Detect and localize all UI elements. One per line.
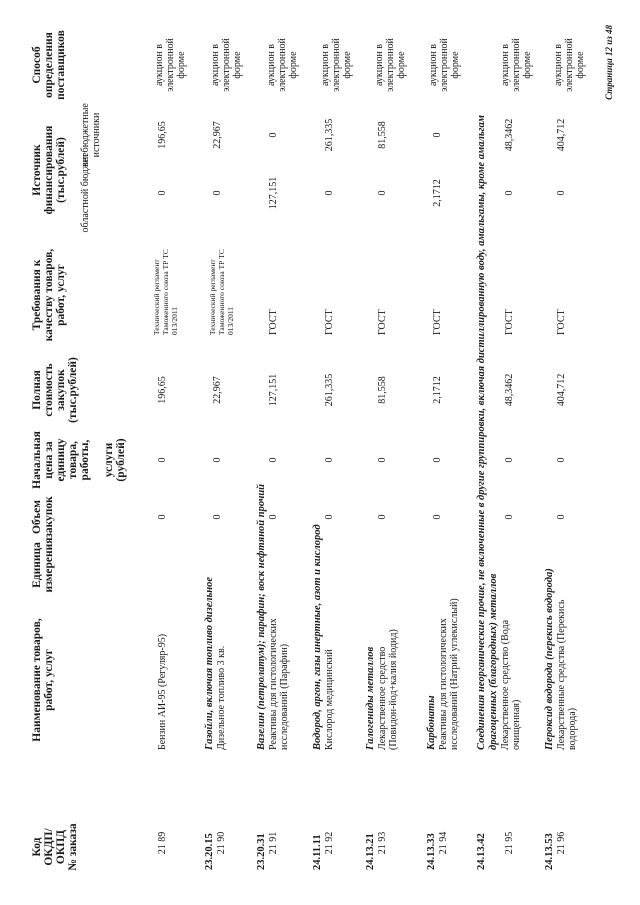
- extra-budget: 261,335: [324, 118, 335, 152]
- svg-text:Способ: Способ: [31, 46, 43, 84]
- extra-budget: 81,558: [377, 121, 388, 149]
- svg-text:(тыс.рублей): (тыс.рублей): [67, 357, 79, 423]
- svg-text:форме: форме: [232, 51, 243, 79]
- oblast-budget: 2,1712: [432, 179, 443, 207]
- row-number: 21 91: [268, 831, 279, 855]
- volume: 0: [157, 514, 168, 520]
- row-number: 21 90: [216, 831, 227, 855]
- extra-budget: 404,712: [556, 118, 567, 152]
- oblast-budget: 0: [212, 190, 223, 196]
- total-cost: 81,558: [377, 376, 388, 404]
- item-name: Реактивы для гистологических: [268, 618, 279, 750]
- svg-text:013/2011: 013/2011: [226, 306, 235, 335]
- group-header: [365, 647, 376, 870]
- svg-text:финансирования: финансирования: [43, 125, 55, 215]
- group-label: Соединения неорганические прочие, не включенные в другие группировки, включая дистиллированную воду, амальгамы, кроме амальгам: [476, 114, 487, 750]
- oblast-budget: 127,151: [268, 176, 279, 210]
- table-row: [320, 37, 353, 854]
- group-header: [312, 524, 323, 870]
- header-funding: [31, 103, 102, 233]
- svg-text:электронной: электронной: [331, 38, 342, 92]
- procurement-method: аукцион в: [374, 43, 385, 87]
- svg-text:электронной: электронной: [439, 38, 450, 92]
- unit-price: 0: [324, 457, 335, 463]
- group-header: [256, 484, 267, 870]
- header-requirements: [31, 249, 67, 342]
- table-row: [266, 37, 299, 854]
- procurement-method: аукцион в: [154, 43, 165, 87]
- group-code: 24.13.42: [476, 833, 487, 870]
- svg-text:работы,: работы,: [79, 439, 91, 481]
- group-label: Вазелин (петролатум); парафин; воск нефтяной прочий: [256, 483, 267, 750]
- svg-text:измерения: измерения: [43, 537, 55, 593]
- volume: 0: [556, 514, 567, 520]
- group-header: [544, 568, 555, 870]
- svg-text:очищенная): очищенная): [511, 699, 522, 750]
- svg-text:закупок: закупок: [43, 496, 55, 538]
- requirements: ГОСТ: [324, 309, 335, 335]
- requirements: ГОСТ: [268, 309, 279, 335]
- svg-text:Таможенного союза ТР ТС: Таможенного союза ТР ТС: [217, 249, 226, 335]
- row-number: 21 96: [556, 831, 567, 855]
- total-cost: 48,3462: [504, 373, 515, 407]
- svg-text:единицу: единицу: [55, 438, 67, 482]
- svg-text:электронной: электронной: [277, 38, 288, 92]
- extra-budget: 0: [432, 132, 443, 138]
- group-code: 23.20.15: [204, 833, 215, 870]
- svg-text:товара,: товара,: [67, 441, 79, 479]
- group-label: Галогениды металлов: [365, 646, 376, 750]
- procurement-method: аукцион в: [320, 43, 331, 87]
- volume: 0: [268, 514, 279, 520]
- svg-text:Объем: Объем: [31, 499, 43, 535]
- svg-text:(рублей): (рублей): [115, 438, 127, 482]
- svg-text:форме: форме: [396, 51, 407, 79]
- unit-price: 0: [157, 457, 168, 463]
- volume: 0: [432, 514, 443, 520]
- oblast-budget: 0: [157, 190, 168, 196]
- volume: 0: [377, 514, 388, 520]
- item-name: Лекарственное средство: [377, 646, 388, 750]
- svg-text:определения: определения: [43, 32, 55, 98]
- svg-text:закупок: закупок: [55, 369, 67, 411]
- procurement-method: аукцион в: [266, 43, 277, 87]
- svg-text:Таможенного союза ТР ТС: Таможенного союза ТР ТС: [161, 249, 170, 335]
- oblast-budget: 0: [377, 190, 388, 196]
- svg-text:водорода): водорода): [567, 707, 578, 750]
- group-code: 24.13.21: [365, 833, 376, 870]
- svg-text:качеству товаров,: качеству товаров,: [43, 248, 55, 342]
- header-volume: [31, 496, 55, 538]
- requirements: ГОСТ: [377, 309, 388, 335]
- svg-text:Код: Код: [31, 837, 43, 857]
- group-code: 24.13.53: [544, 833, 555, 870]
- procurement-method: аукцион в: [210, 43, 221, 87]
- total-cost: 196,65: [157, 376, 168, 404]
- row-number: 21 93: [377, 831, 388, 855]
- extra-budget: 196,65: [157, 121, 168, 149]
- total-cost: 22,967: [212, 376, 223, 404]
- svg-text:ОКДП/: ОКДП/: [43, 828, 55, 866]
- table-row: [152, 37, 187, 854]
- group-code: 24.11.11: [312, 834, 323, 870]
- total-cost: 127,151: [268, 373, 279, 407]
- svg-text:исследований (Парафин): исследований (Парафин): [279, 643, 290, 750]
- procurement-method: аукцион в: [553, 43, 564, 87]
- unit-price: 0: [504, 457, 515, 463]
- svg-text:Наименование товаров,: Наименование товаров,: [31, 618, 43, 742]
- svg-text:Источник: Источник: [31, 144, 43, 196]
- item-name: Реактивы для гистологических: [438, 618, 449, 750]
- table-row: [374, 37, 407, 854]
- svg-text:013/2011: 013/2011: [170, 306, 179, 335]
- svg-text:форме: форме: [176, 51, 187, 79]
- total-cost: 404,712: [556, 373, 567, 407]
- unit-price: 0: [212, 457, 223, 463]
- svg-text:областной бюджет: областной бюджет: [80, 153, 91, 233]
- requirements: Технический регламент: [208, 259, 217, 335]
- header-name: [31, 618, 55, 742]
- group-header: [426, 695, 437, 870]
- svg-text:форме: форме: [288, 51, 299, 79]
- volume: 0: [212, 514, 223, 520]
- svg-text:форме: форме: [342, 51, 353, 79]
- svg-text:электронной: электронной: [564, 38, 575, 92]
- item-name: Дизельное топливо 3 кв.: [216, 645, 227, 750]
- total-cost: 261,335: [324, 373, 335, 407]
- header-code: [31, 823, 79, 871]
- svg-text:внебюджетные: внебюджетные: [80, 103, 91, 167]
- svg-text:Требования к: Требования к: [31, 259, 43, 331]
- item-name: Лекарственное средство (Вода: [500, 619, 511, 750]
- group-label: Пероксид водорода (перекись водорода): [544, 568, 555, 750]
- unit-price: 0: [556, 457, 567, 463]
- group-code: 23.20.31: [256, 833, 267, 870]
- svg-text:форме: форме: [575, 51, 586, 79]
- svg-text:электронной: электронной: [221, 38, 232, 92]
- svg-text:№ заказа: № заказа: [67, 823, 79, 871]
- oblast-budget: 0: [556, 190, 567, 196]
- row-number: 21 94: [438, 831, 449, 855]
- header-method: [31, 30, 67, 100]
- row-number: 21 89: [157, 831, 168, 855]
- table-row: [500, 37, 533, 854]
- requirements: Технический регламент: [152, 259, 161, 335]
- svg-text:форме: форме: [522, 51, 533, 79]
- unit-price: 0: [377, 457, 388, 463]
- group-label: Водород, аргон, газы инертные, азот и кислород: [312, 524, 323, 750]
- row-number: 21 92: [324, 831, 335, 855]
- svg-text:источники: источники: [91, 112, 102, 158]
- item-name: Кислород медицинский: [324, 649, 335, 750]
- header-unit: [31, 538, 55, 593]
- svg-text:электронной: электронной: [385, 38, 396, 92]
- header-total: [31, 357, 79, 423]
- row-number: 21 95: [504, 831, 515, 855]
- svg-text:Полная: Полная: [31, 370, 43, 410]
- svg-text:ОКПД: ОКПД: [55, 829, 67, 865]
- svg-text:электронной: электронной: [165, 38, 176, 92]
- table-header: [31, 30, 127, 871]
- oblast-budget: 0: [504, 190, 515, 196]
- svg-text:драгоценных (благородных) мета: драгоценных (благородных) металлов: [488, 573, 499, 750]
- svg-text:Единица: Единица: [31, 542, 43, 588]
- group-label: Карбонаты: [426, 695, 437, 750]
- page-number: Страница 12 из 48: [604, 25, 614, 100]
- svg-text:цена за: цена за: [43, 441, 55, 479]
- requirements: ГОСТ: [556, 309, 567, 335]
- svg-text:стоимость: стоимость: [43, 363, 55, 417]
- item-name: Бензин АИ-95 (Регуляр-95): [157, 633, 168, 750]
- extra-budget: 22,967: [212, 121, 223, 149]
- svg-text:электронной: электронной: [511, 38, 522, 92]
- item-name: Лекарственные средства (Перекись: [556, 599, 567, 750]
- svg-text:услуги: услуги: [103, 442, 115, 478]
- requirements: ГОСТ: [432, 309, 443, 335]
- svg-text:поставщиков: поставщиков: [55, 30, 67, 100]
- group-label: Газойли, включая топливо дизельное: [204, 576, 215, 750]
- requirements: ГОСТ: [504, 309, 515, 335]
- extra-budget: 48,3462: [504, 118, 515, 152]
- svg-text:форме: форме: [450, 51, 461, 79]
- group-header: [476, 115, 499, 870]
- svg-text:работ, услуг: работ, услуг: [55, 264, 67, 326]
- oblast-budget: 0: [324, 190, 335, 196]
- svg-text:исследований (Натрий углекислы: исследований (Натрий углекислый): [449, 598, 460, 750]
- total-cost: 2,1712: [432, 376, 443, 404]
- table-row: [553, 37, 586, 854]
- procurement-method: аукцион в: [428, 43, 439, 87]
- unit-price: 0: [432, 457, 443, 463]
- svg-text:Начальная: Начальная: [31, 431, 43, 489]
- svg-text:работ, услуг: работ, услуг: [43, 649, 55, 711]
- procurement-method: аукцион в: [500, 43, 511, 87]
- group-code: 24.13.33: [426, 833, 437, 870]
- svg-text:(тыс.рублей): (тыс.рублей): [55, 137, 67, 203]
- group-header: [204, 577, 215, 870]
- extra-budget: 0: [268, 132, 279, 138]
- unit-price: 0: [268, 457, 279, 463]
- svg-text:(Повидон-йод+калия йодид): (Повидон-йод+калия йодид): [388, 629, 399, 750]
- volume: 0: [324, 514, 335, 520]
- header-price: [31, 431, 127, 489]
- volume: 0: [504, 514, 515, 520]
